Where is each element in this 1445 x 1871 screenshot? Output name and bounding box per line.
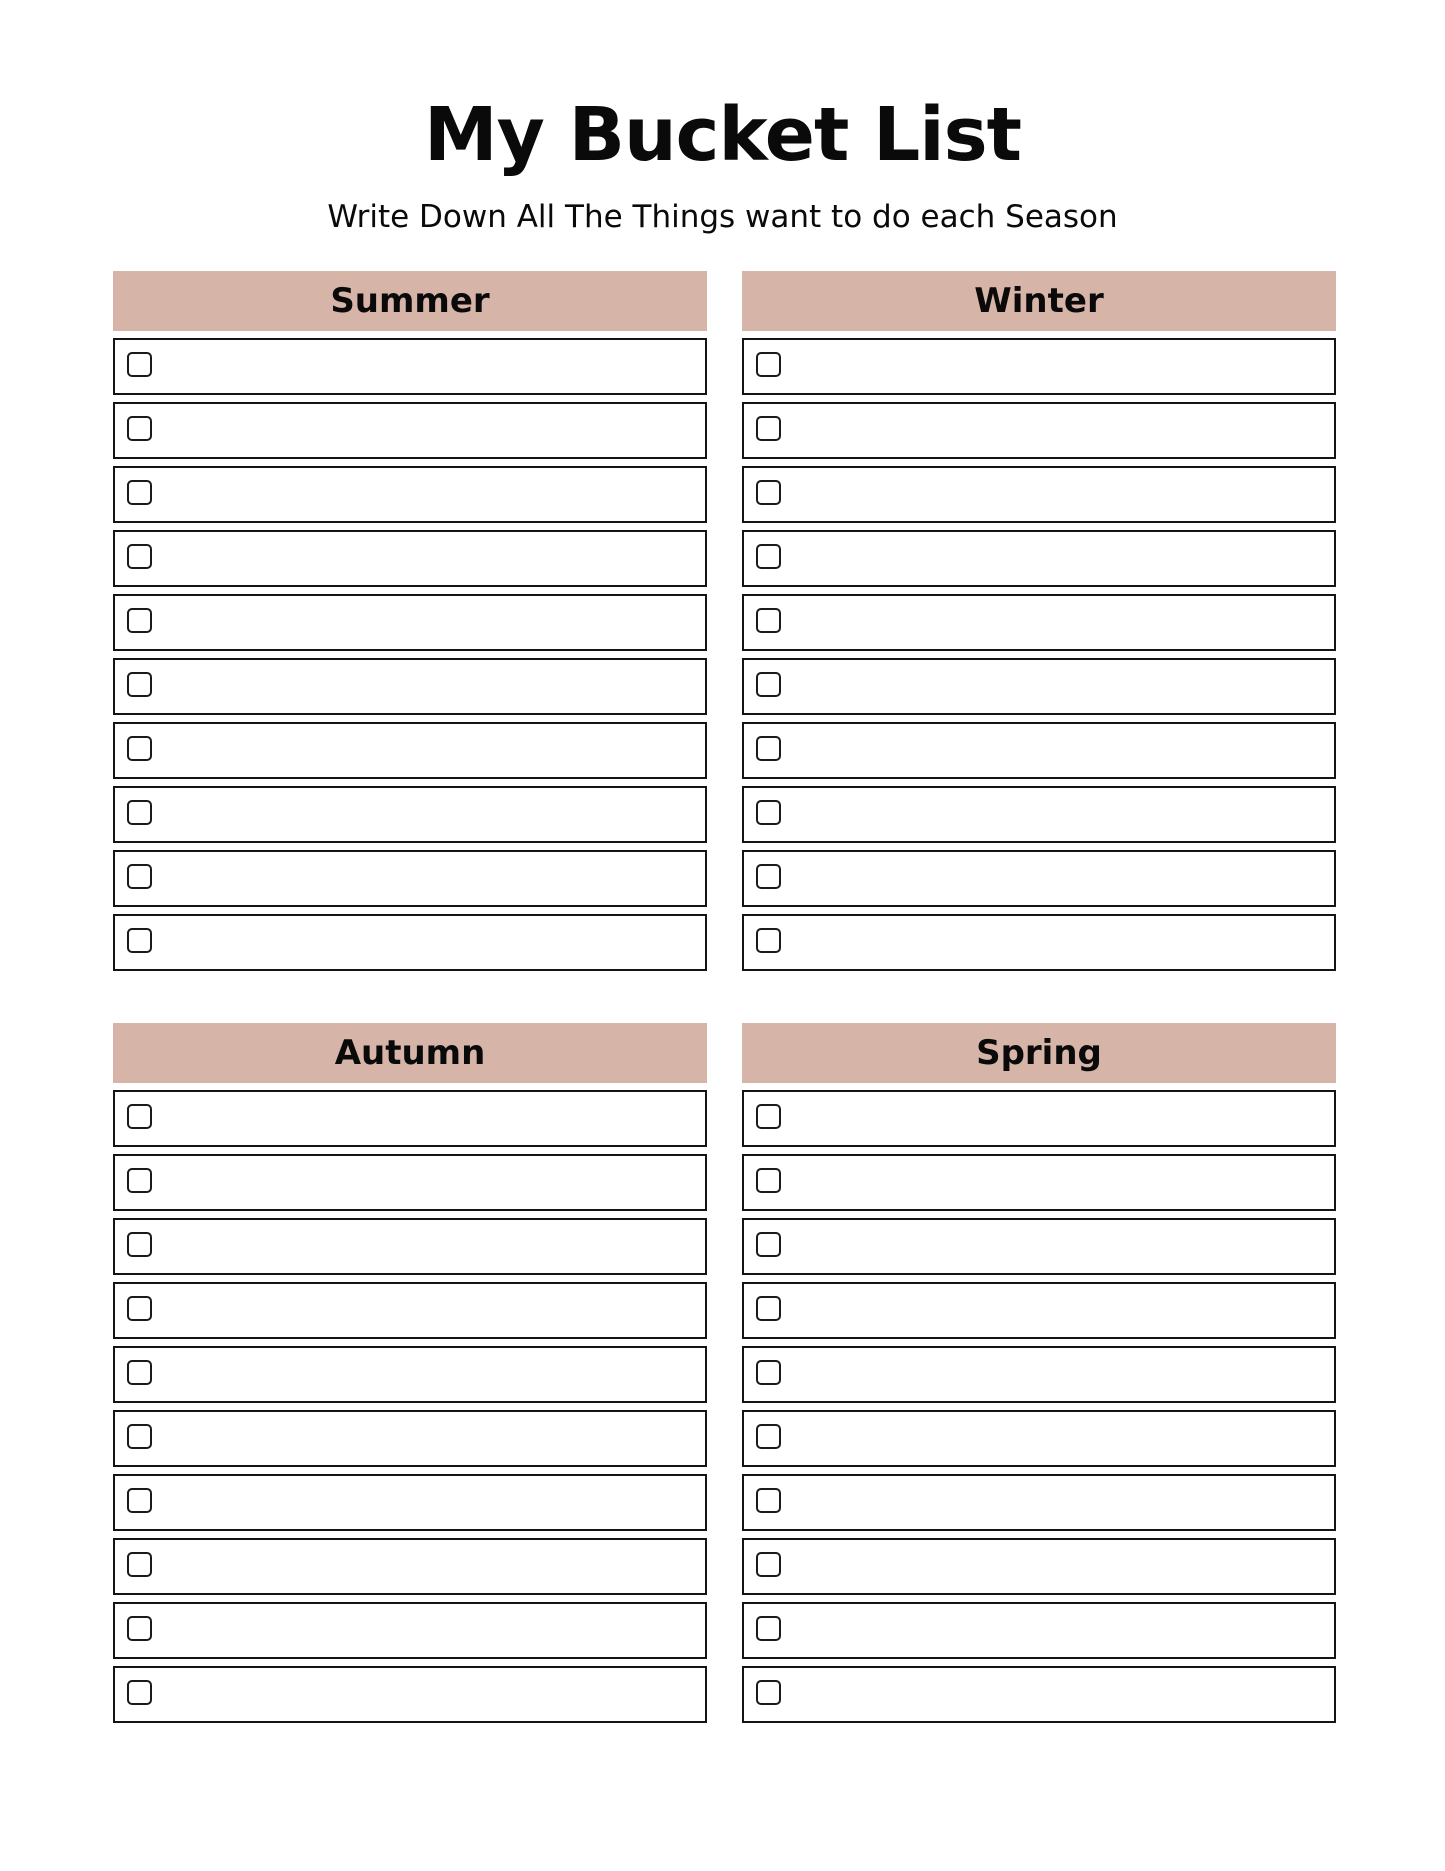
summer-item-text-area[interactable] [163,468,697,521]
autumn-item-row [113,1538,707,1595]
winter-item-text-area[interactable] [792,852,1326,905]
summer-item-row [113,914,707,971]
checkbox-icon[interactable] [127,1360,152,1385]
section-header-autumn: Autumn [113,1023,707,1083]
checkbox-icon[interactable] [127,608,152,633]
spring-item-row [742,1218,1336,1275]
section-winter [742,271,1336,978]
checkbox-icon[interactable] [756,1104,781,1129]
section-autumn [113,1023,707,1730]
summer-item-text-area[interactable] [163,596,697,649]
section-spring [742,1023,1336,1730]
autumn-item-row [113,1410,707,1467]
summer-item-row [113,530,707,587]
winter-item-text-area[interactable] [792,788,1326,841]
checkbox-icon[interactable] [756,1168,781,1193]
checkbox-icon[interactable] [127,1616,152,1641]
checkbox-icon[interactable] [756,864,781,889]
winter-item-text-area[interactable] [792,532,1326,585]
checkbox-icon[interactable] [756,1296,781,1321]
spring-item-row [742,1602,1336,1659]
winter-item-row [742,402,1336,459]
summer-item-row [113,722,707,779]
section-header-spring: Spring [742,1023,1336,1083]
summer-item-text-area[interactable] [163,724,697,777]
checkbox-icon[interactable] [756,1488,781,1513]
checkbox-icon[interactable] [127,1232,152,1257]
checkbox-icon[interactable] [756,928,781,953]
section-header-summer: Summer [113,271,707,331]
checkbox-icon[interactable] [756,1424,781,1449]
summer-item-text-area[interactable] [163,852,697,905]
checkbox-icon[interactable] [756,1360,781,1385]
winter-item-row [742,658,1336,715]
spring-item-text-area[interactable] [792,1284,1326,1337]
checkbox-icon[interactable] [127,1168,152,1193]
summer-item-row [113,786,707,843]
autumn-item-row [113,1154,707,1211]
spring-item-row [742,1282,1336,1339]
checkbox-icon[interactable] [127,480,152,505]
winter-item-text-area[interactable] [792,724,1326,777]
winter-item-text-area[interactable] [792,916,1326,969]
spring-item-text-area[interactable] [792,1156,1326,1209]
summer-item-text-area[interactable] [163,404,697,457]
spring-item-text-area[interactable] [792,1348,1326,1401]
autumn-item-row [113,1090,707,1147]
checkbox-icon[interactable] [127,672,152,697]
summer-item-row [113,850,707,907]
winter-item-row [742,914,1336,971]
autumn-item-text-area[interactable] [163,1092,697,1145]
spring-item-text-area[interactable] [792,1220,1326,1273]
winter-item-text-area[interactable] [792,404,1326,457]
checkbox-icon[interactable] [127,1552,152,1577]
checkbox-icon[interactable] [127,544,152,569]
spring-item-row [742,1154,1336,1211]
checkbox-icon[interactable] [127,928,152,953]
checkbox-icon[interactable] [127,736,152,761]
autumn-item-text-area[interactable] [163,1540,697,1593]
checkbox-icon[interactable] [756,1232,781,1257]
autumn-item-row [113,1666,707,1723]
spring-item-row [742,1410,1336,1467]
section-summer [113,271,707,978]
checkbox-icon[interactable] [756,1680,781,1705]
autumn-list [113,1090,707,1723]
checkbox-icon[interactable] [127,1104,152,1129]
checkbox-icon[interactable] [756,1616,781,1641]
autumn-item-text-area[interactable] [163,1220,697,1273]
checkbox-icon[interactable] [756,480,781,505]
winter-item-row [742,786,1336,843]
checkbox-icon[interactable] [756,672,781,697]
winter-item-row [742,850,1336,907]
autumn-item-text-area[interactable] [163,1668,697,1721]
winter-item-text-area[interactable] [792,596,1326,649]
summer-item-row [113,658,707,715]
spring-item-text-area[interactable] [792,1412,1326,1465]
autumn-item-row [113,1218,707,1275]
spring-item-text-area[interactable] [792,1476,1326,1529]
winter-item-text-area[interactable] [792,340,1326,393]
autumn-item-text-area[interactable] [163,1412,697,1465]
spring-item-text-area[interactable] [792,1540,1326,1593]
autumn-item-row [113,1346,707,1403]
winter-list [742,338,1336,971]
spring-item-row [742,1666,1336,1723]
winter-item-text-area[interactable] [792,468,1326,521]
checkbox-icon[interactable] [127,1680,152,1705]
summer-item-text-area[interactable] [163,788,697,841]
winter-item-row [742,722,1336,779]
winter-item-row [742,594,1336,651]
page-subtitle: Write Down All The Things want to do each Season [327,199,1118,235]
autumn-item-text-area[interactable] [163,1604,697,1657]
summer-list [113,338,707,971]
section-header-winter: Winter [742,271,1336,331]
summer-item-text-area[interactable] [163,660,697,713]
checkbox-icon[interactable] [127,352,152,377]
checkbox-icon[interactable] [756,800,781,825]
spring-item-row [742,1090,1336,1147]
autumn-item-text-area[interactable] [163,1156,697,1209]
checkbox-icon[interactable] [756,1552,781,1577]
autumn-item-text-area[interactable] [163,1284,697,1337]
checkbox-icon[interactable] [756,736,781,761]
spring-item-text-area[interactable] [792,1668,1326,1721]
winter-item-row [742,338,1336,395]
autumn-item-text-area[interactable] [163,1476,697,1529]
page-title: My Bucket List [423,92,1022,178]
checkbox-icon[interactable] [756,352,781,377]
checkbox-icon[interactable] [127,864,152,889]
checkbox-icon[interactable] [127,800,152,825]
checkbox-icon[interactable] [756,416,781,441]
summer-item-row [113,594,707,651]
spring-item-row [742,1346,1336,1403]
checkbox-icon[interactable] [127,416,152,441]
spring-item-text-area[interactable] [792,1604,1326,1657]
checkbox-icon[interactable] [127,1296,152,1321]
spring-item-row [742,1538,1336,1595]
checkbox-icon[interactable] [756,608,781,633]
summer-item-row [113,402,707,459]
spring-item-text-area[interactable] [792,1092,1326,1145]
winter-item-text-area[interactable] [792,660,1326,713]
checkbox-icon[interactable] [127,1424,152,1449]
winter-item-row [742,530,1336,587]
autumn-item-row [113,1282,707,1339]
checkbox-icon[interactable] [127,1488,152,1513]
summer-item-text-area[interactable] [163,532,697,585]
summer-item-row [113,338,707,395]
summer-item-text-area[interactable] [163,916,697,969]
winter-item-row [742,466,1336,523]
spring-item-row [742,1474,1336,1531]
summer-item-row [113,466,707,523]
autumn-item-row [113,1474,707,1531]
autumn-item-text-area[interactable] [163,1348,697,1401]
autumn-item-row [113,1602,707,1659]
spring-list [742,1090,1336,1723]
summer-item-text-area[interactable] [163,340,697,393]
checkbox-icon[interactable] [756,544,781,569]
